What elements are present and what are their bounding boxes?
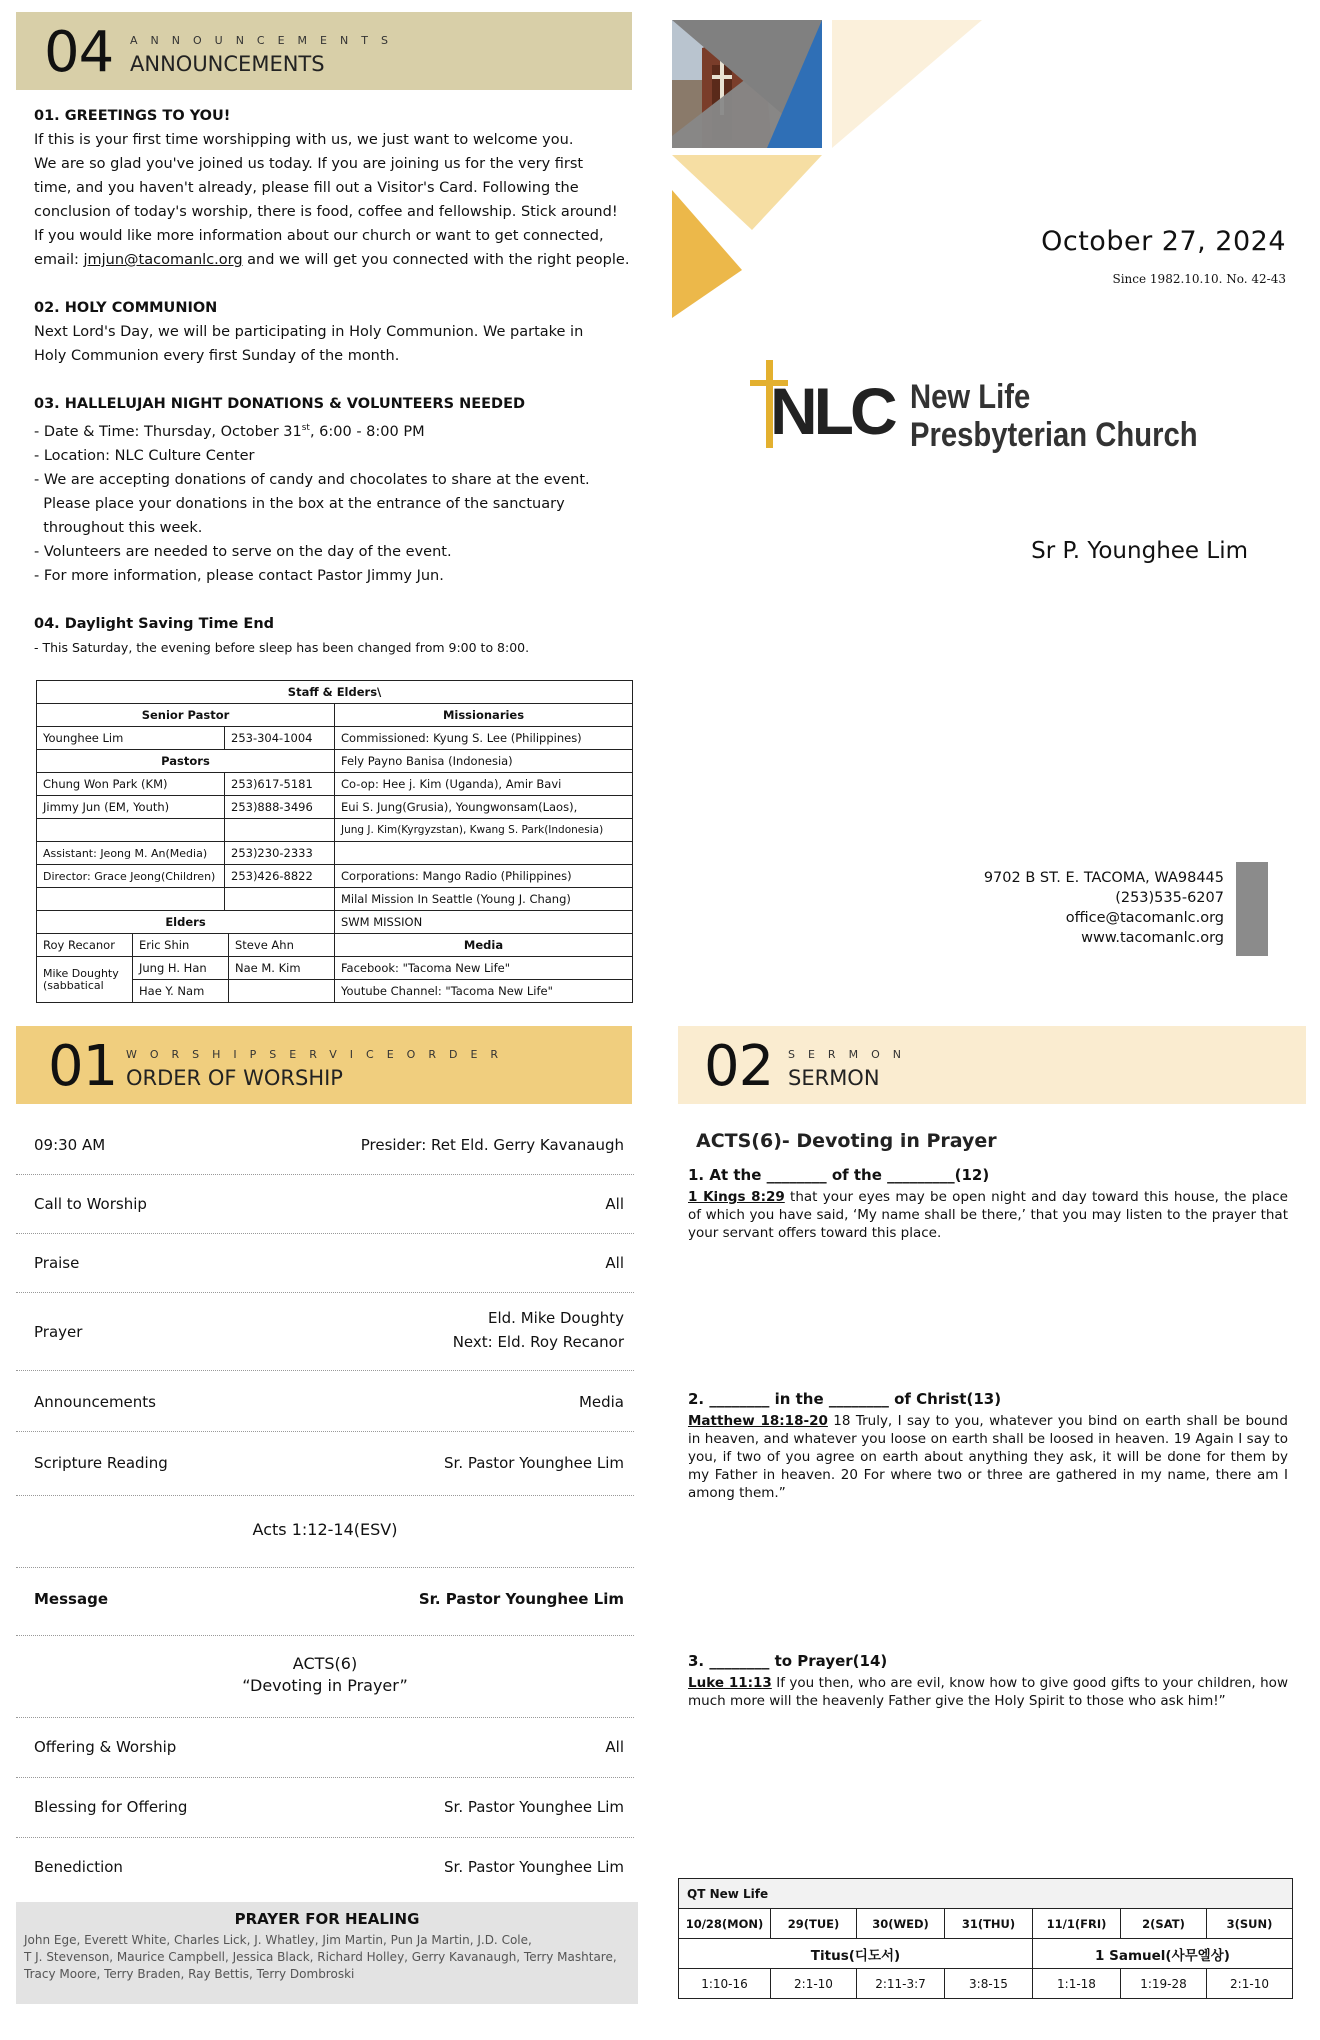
qt-title: QT New Life [679,1879,1293,1909]
worship-item-label: Praise [34,1254,80,1272]
address-line: 9702 B ST. E. TACOMA, WA98445 [983,870,1224,886]
staff-title: Staff & Elders\ [37,681,633,704]
qt-verse: 2:11-3:7 [857,1969,945,1999]
dst-title: 04. Daylight Saving Time End [34,615,275,632]
announcements-header [16,12,632,90]
qt-day: 30(WED) [857,1909,945,1939]
point-text [688,1674,1288,1710]
worship-item-value: Sr. Pastor Younghee Lim [444,1798,624,1816]
elder-cell: Roy Recanor [37,934,133,957]
elder-cell: Eric Shin [133,934,229,957]
section-spaced-label: WORSHIPSERVICEORDER [126,1048,512,1061]
qt-verse: 2:1-10 [1207,1969,1293,1999]
phone: (253)535-6207 [1115,890,1224,906]
elder-cell: Hae Y. Nam [133,980,229,1003]
scripture-ref: 1 Kings 8:29 [688,1189,785,1205]
hallelujah-date [34,416,634,444]
communion-line: Next Lord's Day, we will be participating in Holy Communion. We partake in [34,324,584,340]
worship-item-value: Sr. Pastor Younghee Lim [444,1858,624,1876]
scripture-text: If you then, who are evil, know how to give good gifts to your children, how much more will the heavenly Father give the Holy Spirit to those who ask him!” [688,1675,1288,1709]
elder-cell: Jung H. Han [133,957,229,980]
greetings-email-line [34,248,634,272]
website-link[interactable]: www.tacomanlc.org [1081,930,1224,946]
point-text [688,1188,1288,1242]
qt-verse: 1:1-18 [1033,1969,1121,1999]
worship-message-row [16,1568,634,1636]
worship-item-value-next: Next: Eld. Roy Recanor [452,1333,624,1351]
staff-cell: 253)426-8822 [225,865,335,888]
media-cell: Youtube Channel: "Tacoma New Life" [335,980,633,1003]
date-suffix: , 6:00 - 8:00 PM [309,423,425,440]
staff-cell: Younghee Lim [37,727,225,750]
staff-cell: 253)230-2333 [225,842,335,865]
media-cell: Facebook: "Tacoma New Life" [335,957,633,980]
worship-scripture-row [16,1496,634,1568]
point-heading: 1. At the ________ of the _________(12) [688,1166,990,1184]
qt-verse: 3:8-15 [945,1969,1033,1999]
scripture-ref: Matthew 18:18-20 [688,1413,828,1429]
healing-line: Tracy Moore, Terry Braden, Ray Bettis, Terry Dombroski [24,1967,355,1981]
worship-presider: Presider: Ret Eld. Gerry Kavanaugh [360,1136,624,1154]
worship-item-label: Announcements [34,1393,156,1411]
healing-line: T J. Stevenson, Maurice Campbell, Jessica Black, Richard Holley, Gerry Kavanaugh, Terry Mashtare, [24,1950,617,1964]
date-sup: st [301,423,310,433]
staff-cell: Commissioned: Kyung S. Lee (Philippines) [335,727,633,750]
hallelujah-line: - Volunteers are needed to serve on the day of the event. [34,543,452,560]
cover-accent-bar [1236,862,1268,956]
worship-item-label: Scripture Reading [34,1454,168,1472]
worship-item-label: Offering & Worship [34,1738,177,1756]
qt-verse: 1:19-28 [1121,1969,1207,1999]
section-number: 02 [704,1034,774,1099]
sermon-point-3 [688,1650,1288,1710]
email-prefix: email: [34,252,84,268]
elder-cell: Mike Doughty (sabbatical [37,957,133,1003]
communion-line: Holy Communion every first Sunday of the month. [34,348,400,364]
point-heading: 2. ________ in the ________ of Christ(13) [688,1390,1002,1408]
worship-item-value: All [605,1738,624,1756]
elders-table [36,933,633,1003]
hallelujah-line: Please place your donations in the box at the entrance of the sanctuary [34,495,565,512]
prayer-for-healing [16,1902,638,2004]
section-title: ORDER OF WORSHIP [126,1066,343,1090]
worship-time: 09:30 AM [34,1136,106,1154]
greetings-line: conclusion of today's worship, there is food, coffee and fellowship. Stick around! [34,204,618,220]
greetings-line: We are so glad you've joined us today. If you are joining us for the very first [34,156,584,172]
greetings-line: time, and you haven't already, please fill out a Visitor's Card. Following the [34,180,579,196]
greetings-title: 01. GREETINGS TO YOU! [34,108,231,124]
healing-line: John Ege, Everett White, Charles Lick, J. Whatley, Jim Martin, Pun Ja Martin, J.D. Cole, [24,1933,532,1947]
worship-item-value: Sr. Pastor Younghee Lim [444,1454,624,1472]
dst-line: - This Saturday, the evening before sleep has been changed from 9:00 to 8:00. [34,639,530,655]
staff-cell: 253)617-5181 [225,773,335,796]
worship-time-row [16,1118,634,1175]
staff-cell: Milal Mission In Seattle (Young J. Chang) [335,888,633,911]
elders-header: Elders [37,911,335,934]
staff-cell: Chung Won Park (KM) [37,773,225,796]
sermon-point-1 [688,1164,1288,1242]
worship-item [16,1718,634,1778]
greetings-line: If this is your first time worshipping with us, we just want to welcome you. [34,132,574,148]
qt-book: Titus(디도서) [679,1939,1033,1969]
worship-item-value: Media [578,1393,624,1411]
staff-cell [37,819,225,842]
worship-sermon-row [16,1636,634,1718]
staff-cell [225,888,335,911]
section-title: ANNOUNCEMENTS [130,52,325,76]
staff-cell: 253-304-1004 [225,727,335,750]
qt-day: 29(TUE) [771,1909,857,1939]
staff-cell: Corporations: Mango Radio (Philippines) [335,865,633,888]
church-name-line1: New Life [910,378,1031,416]
communion-title: 02. HOLY COMMUNION [34,300,218,316]
qt-day: 10/28(MON) [679,1909,771,1939]
sermon-title: ACTS(6) [292,1654,358,1673]
scripture-ref: Luke 11:13 [688,1675,772,1691]
worship-item [16,1175,634,1234]
pastors-header: Pastors [37,750,335,773]
church-logo [748,356,1248,456]
qt-day: 31(THU) [945,1909,1033,1939]
scripture-reference: Acts 1:12-14(ESV) [252,1520,398,1539]
worship-item [16,1371,634,1432]
sermon-header [678,1026,1306,1104]
email-link[interactable]: jmjun@tacomanlc.org [83,252,243,268]
qt-verse: 2:1-10 [771,1969,857,1999]
qt-day: 11/1(FRI) [1033,1909,1121,1939]
announcements-body [34,104,634,660]
section-number: 01 [48,1034,118,1099]
qt-verse: 1:10-16 [679,1969,771,1999]
elder-cell [229,980,335,1003]
scripture-text: 18 Truly, I say to you, whatever you bind on earth shall be bound in heaven, and whatever you loose on earth shall be loosed in heaven. 19 Again I say to you, if two of you agree on earth about anything they ask, it will be done for them by my Father in heaven. 20 For where two or three are gathered in my name, there am I among them.” [688,1413,1288,1501]
media-header: Media [335,934,633,957]
worship-header [16,1026,632,1104]
message-value: Sr. Pastor Younghee Lim [418,1590,624,1608]
cover-pastor: Sr P. Younghee Lim [1031,538,1248,564]
hallelujah-line: - We are accepting donations of candy and chocolates to share at the event. [34,471,590,488]
point-text [688,1412,1288,1502]
staff-cell: Jung J. Kim(Kyrgyzstan), Kwang S. Park(Indonesia) [335,819,633,842]
scripture-text: that your eyes may be open night and day toward this house, the place of which you have said, ‘My name shall be there,’ that you may listen to the prayer that your servant offers toward this place. [688,1189,1288,1241]
worship-item [16,1778,634,1838]
email-link[interactable]: office@tacomanlc.org [1065,910,1224,926]
staff-cell: Assistant: Jeong M. An(Media) [37,842,225,865]
worship-item-label: Blessing for Offering [34,1798,188,1816]
greetings-line: If you would like more information about our church or want to get connected, [34,228,604,244]
qt-table [678,1878,1293,1999]
staff-cell: 253)888-3496 [225,796,335,819]
qt-book: 1 Samuel(사무엘상) [1033,1939,1293,1969]
staff-cell: Jimmy Jun (EM, Youth) [37,796,225,819]
staff-cell [225,819,335,842]
logo-letters: NLC [770,374,894,448]
staff-cell: SWM MISSION [335,911,633,934]
healing-names [24,1932,617,1983]
worship-item [16,1838,634,1898]
section-spaced-label: SERMON [788,1048,914,1061]
staff-cell: Director: Grace Jeong(Children) [37,865,225,888]
sermon-subtitle: “Devoting in Prayer” [242,1676,408,1695]
cover-geometric-graphic [672,20,982,320]
cover-address [900,868,1224,948]
worship-item-label: Prayer [34,1323,83,1341]
worship-item [16,1234,634,1293]
section-title: SERMON [788,1066,880,1090]
qt-day: 2(SAT) [1121,1909,1207,1939]
staff-cell: Eui S. Jung(Grusia), Youngwonsam(Laos), [335,796,633,819]
hallelujah-line: throughout this week. [34,519,203,536]
sermon-heading: ACTS(6)- Devoting in Prayer [696,1130,997,1152]
worship-item-label: Call to Worship [34,1195,147,1213]
date-prefix: - Date & Time: Thursday, October 31 [34,423,302,440]
message-label: Message [34,1590,108,1608]
staff-table [36,680,633,934]
staff-cell [335,842,633,865]
worship-item-value: Eld. Mike Doughty [488,1309,624,1327]
section-spaced-label: ANNOUNCEMENTS [130,34,401,47]
worship-item [16,1432,634,1496]
worship-item-label: Benediction [34,1858,123,1876]
qt-day: 3(SUN) [1207,1909,1293,1939]
hallelujah-title: 03. HALLELUJAH NIGHT DONATIONS & VOLUNTEERS NEEDED [34,396,526,412]
section-number: 04 [44,20,114,85]
church-name-line2: Presbyterian Church [910,416,1198,454]
cover-date: October 27, 2024 [1041,226,1286,257]
worship-item [16,1293,634,1371]
senior-pastor-header: Senior Pastor [37,704,335,727]
missionaries-header: Missionaries [335,704,633,727]
sermon-point-2 [688,1388,1288,1502]
worship-item-value: All [605,1254,624,1272]
worship-item-value: All [605,1195,624,1213]
point-heading: 3. ________ to Prayer(14) [688,1652,888,1670]
email-suffix: and we will get you connected with the right people. [242,252,630,268]
staff-cell [37,888,225,911]
cover-since: Since 1982.10.10. No. 42-43 [1112,272,1286,286]
hallelujah-line: - Location: NLC Culture Center [34,447,255,464]
hallelujah-line: - For more information, please contact Pastor Jimmy Jun. [34,567,444,584]
elder-cell: Nae M. Kim [229,957,335,980]
elder-cell: Steve Ahn [229,934,335,957]
healing-title: PRAYER FOR HEALING [234,1910,420,1928]
staff-cell: Co-op: Hee j. Kim (Uganda), Amir Bavi [335,773,633,796]
staff-cell: Fely Payno Banisa (Indonesia) [335,750,633,773]
